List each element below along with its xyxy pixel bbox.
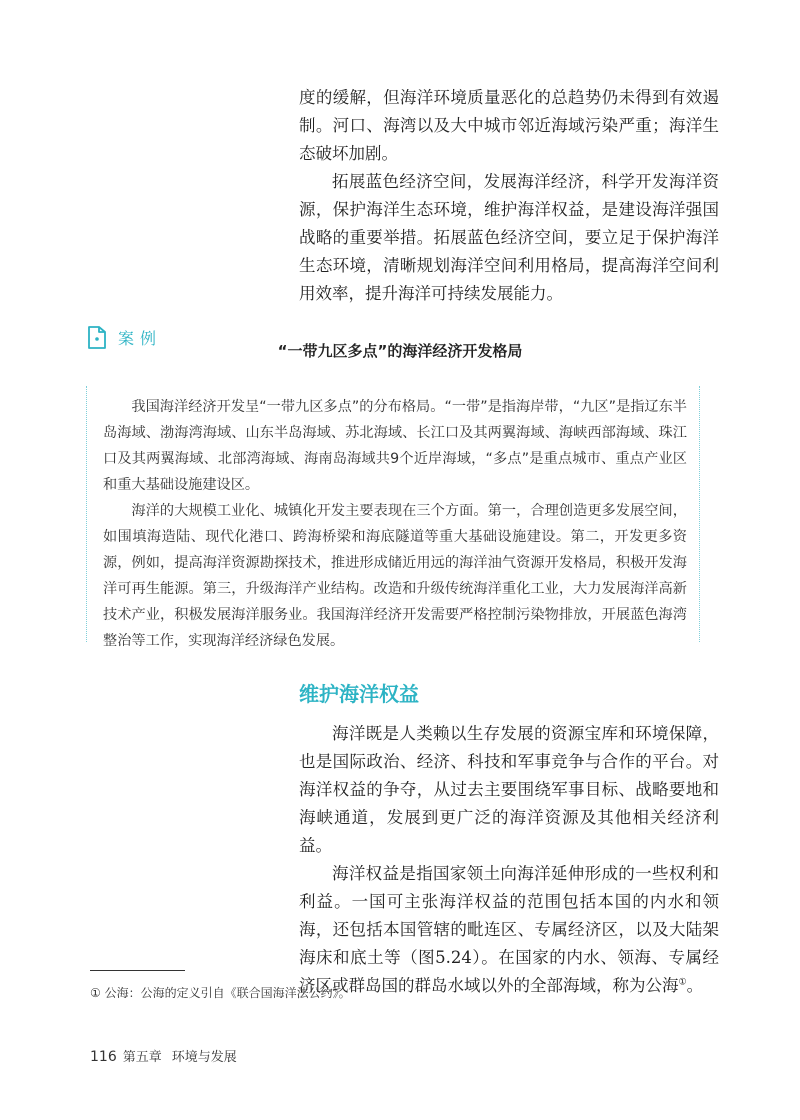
- chapter-label: 第五章: [122, 1050, 162, 1065]
- section-heading: 维护海洋权益: [299, 682, 419, 706]
- book-icon: [86, 323, 110, 351]
- footnote-ref: ①: [678, 977, 687, 988]
- footnote-divider: [90, 970, 185, 971]
- case-title: “一带九区多点”的海洋经济开发格局: [277, 342, 523, 360]
- paragraph-text: 海洋权益是指国家领土向海洋延伸形成的一些权利和利益。一国可主张海洋权益的范围包括本国的内水和领海，还包括本国管辖的毗连区、专属经济区，以及大陆架海床和底土等（图5.24）。在国家的内水、领海、专属经济区或群岛国的群岛水域以外的全部海域，称为公海: [299, 864, 719, 995]
- chapter-title: 环境与发展: [171, 1050, 237, 1065]
- case-paragraph: 海洋的大规模工业化、城镇化开发主要表现在三个方面。第一，合理创造更多发展空间，如围填海造陆、现代化港口、跨海桥梁和海底隧道等重大基础设施建设。第二，开发更多资源，例如，提高海洋资源勘探技术，推进形成储近用远的海洋油气资源开发格局，积极开发海洋可再生能源。第三，升级海洋产业结构。改造和升级传统海洋重化工业，大力发展海洋高新技术产业，积极发展海洋服务业。我国海洋经济开发需要严格控制污染物排放，开展蓝色海湾整治等工作，实现海洋经济绿色发展。: [103, 503, 687, 649]
- footnote: ① 公海：公海的定义引自《联合国海洋法公约》。: [90, 986, 351, 1000]
- case-box: [86, 386, 700, 649]
- paragraph: 度的缓解，但海洋环境质量恶化的总趋势仍未得到有效遏制。河口、海湾以及大中城市邻近海域污染严重；海洋生态破坏加剧。: [299, 88, 719, 163]
- main-text-block: [299, 720, 719, 1000]
- case-paragraph: 我国海洋经济开发呈“一带九区多点”的分布格局。“一带”是指海岸带，“九区”是指辽东半岛海域、渤海湾海域、山东半岛海域、苏北海域、长江口及其两翼海域、海峡西部海域、珠江口及其两翼海域、北部湾海域、海南岛海域共9个近岸海域，“多点”是重点城市、重点产业区和重大基础设施建设区。: [103, 399, 687, 493]
- top-text-block: [299, 84, 719, 308]
- paragraph-end: 。: [686, 976, 704, 995]
- case-label: [86, 322, 162, 352]
- page-number: 116: [90, 1049, 117, 1065]
- paragraph: [299, 860, 719, 1000]
- case-label-text: 案例: [118, 328, 163, 348]
- page-footer: [90, 1046, 237, 1065]
- paragraph: 拓展蓝色经济空间，发展海洋经济，科学开发海洋资源，保护海洋生态环境，维护海洋权益，是建设海洋强国战略的重要举措。拓展蓝色经济空间，要立足于保护海洋生态环境，清晰规划海洋空间利用格局，提高海洋空间利用效率，提升海洋可持续发展能力。: [299, 172, 719, 303]
- paragraph: 海洋既是人类赖以生存发展的资源宝库和环境保障，也是国际政治、经济、科技和军事竞争与合作的平台。对海洋权益的争夺，从过去主要围绕军事目标、战略要地和海峡通道，发展到更广泛的海洋资源及其他相关经济利益。: [299, 724, 719, 855]
